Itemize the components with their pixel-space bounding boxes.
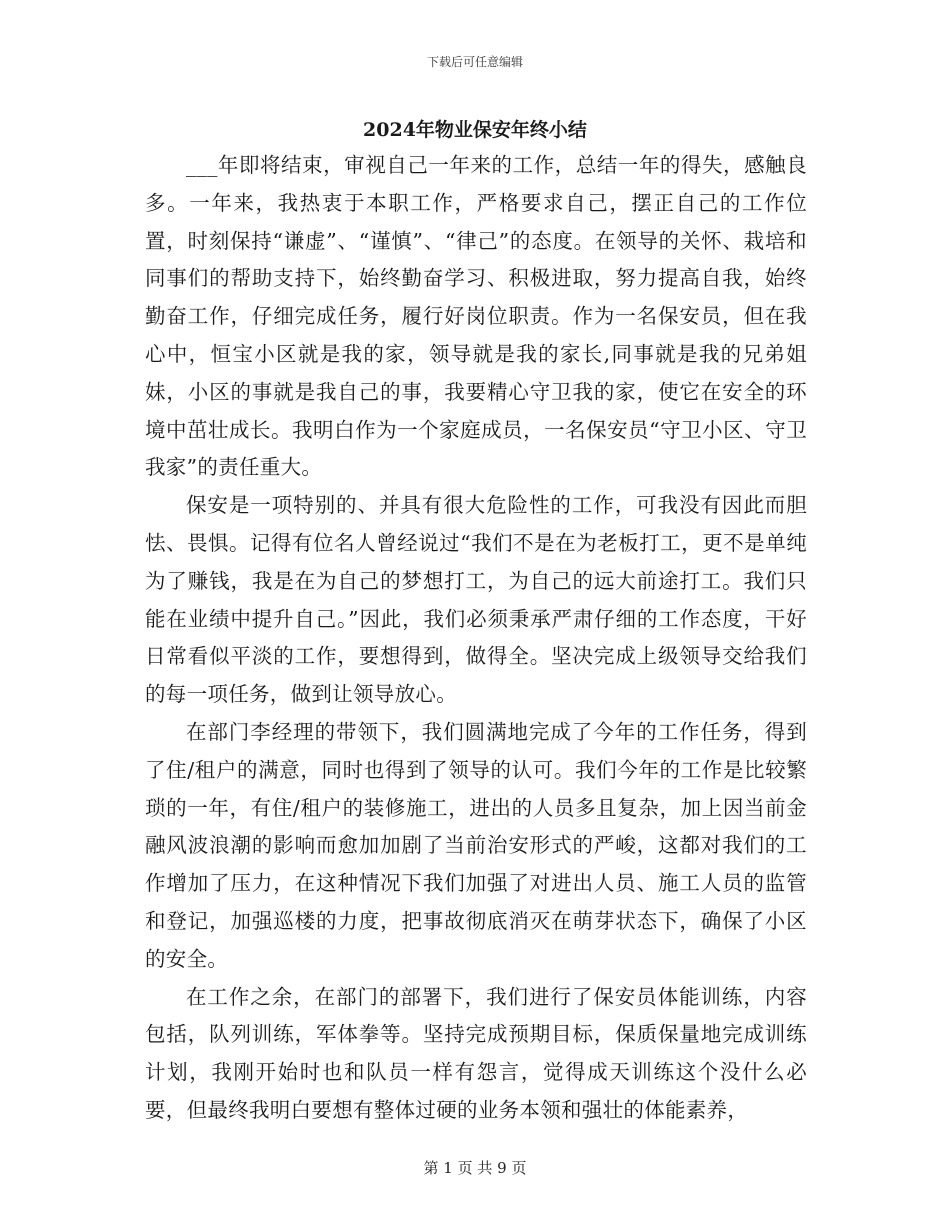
paragraph: ___年即将结束，审视自己一年来的工作，总结一年的得失，感触良多。一年来，我热衷于本职工作，严格要求自己，摆正自己的工作位置，时刻保持“谦虚”、“谨慎”、“律己”的态度。在领导的关怀、栽培和同事们的帮助支持下，始终勤奋学习、积极进取，努力提高自我，始终勤奋工作，仔细完成任务，履行好岗位职责。作为一名保安员，但在我心中，恒宝小区就是我的家，领导就是我的家长,同事就是我的兄弟姐妹，小区的事就是我自己的事，我要精心守卫我的家，使它在安全的环境中茁壮成长。我明白作为一个家庭成员，一名保安员“守卫小区、守卫我家”的责任重大。 (145, 153, 807, 480)
paragraph: 在工作之余，在部门的部署下，我们进行了保安员体能训练，内容包括，队列训练，军体拳等。坚持完成预期目标，保质保量地完成训练计划，我刚开始时也和队员一样有怨言，觉得成天训练这个没什么必要，但最终我明白要想有整体过硬的业务本领和强壮的体能素养， (145, 984, 807, 1122)
page-footer: 第 1 页 共 9 页 (423, 1159, 527, 1177)
document-body (145, 147, 807, 1130)
paragraph: 保安是一项特别的、并具有很大危险性的工作，可我没有因此而胆怯、畏惧。记得有位名人曾经说过“我们不是在为老板打工，更不是单纯为了赚钱，我是在为自己的梦想打工，为自己的远大前途打工。我们只能在业绩中提升自己。”因此，我们必须秉承严肃仔细的工作态度，干好日常看似平淡的工作，要想得到，做得全。坚决完成上级领导交给我们的每一项任务，做到让领导放心。 (145, 493, 807, 707)
header-note: 下载后可任意编辑 (426, 55, 523, 69)
paragraph: 在部门李经理的带领下，我们圆满地完成了今年的工作任务，得到了住/租户的满意，同时也得到了领导的认可。我们今年的工作是比较繁琐的一年，有住/租户的装修施工，进出的人员多且复杂，加上因当前金融风波浪潮的影响而愈加加剧了当前治安形式的严峻，这都对我们的工作增加了压力，在这种情况下我们加强了对进出人员、施工人员的监管和登记，加强巡楼的力度，把事故彻底消灭在萌芽状态下，确保了小区的安全。 (145, 719, 807, 971)
document-title: 2024年物业保安年终小结 (363, 119, 587, 141)
